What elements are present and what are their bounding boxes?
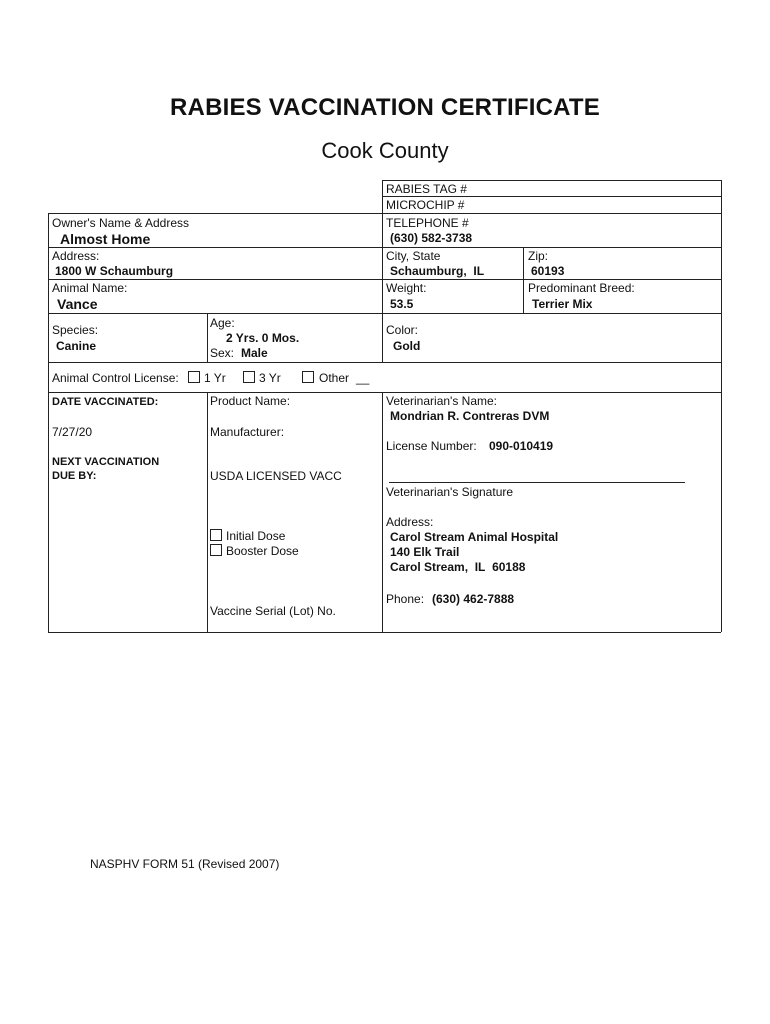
- breed-value: Terrier Mix: [532, 297, 593, 311]
- clinic-name-value: Carol Stream Animal Hospital: [390, 530, 559, 544]
- animal-name-value: Vance: [57, 296, 98, 312]
- zip-label: Zip:: [528, 249, 549, 263]
- due-by-label: DUE BY:: [52, 470, 97, 482]
- clinic-street-value: 140 Elk Trail: [390, 545, 460, 559]
- license-1yr-label: 1 Yr: [204, 371, 226, 385]
- weight-value: 53.5: [390, 297, 414, 311]
- manufacturer-label: Manufacturer:: [210, 425, 285, 439]
- license-other-label: Other: [319, 371, 350, 385]
- telephone-label: TELEPHONE #: [386, 216, 469, 230]
- weight-label: Weight:: [386, 281, 427, 295]
- state-value: IL: [473, 264, 485, 278]
- license-1yr-checkbox[interactable]: [188, 371, 200, 383]
- owner-name-label: Owner's Name & Address: [52, 216, 190, 230]
- usda-licensed-label: USDA LICENSED VACC: [210, 469, 342, 483]
- city-value: Schaumburg: [390, 264, 464, 278]
- color-value: Gold: [393, 339, 421, 353]
- age-value: 2 Yrs. 0 Mos.: [226, 331, 300, 345]
- clinic-zip: 60188: [492, 560, 526, 574]
- clinic-state: IL: [474, 560, 486, 574]
- license-3yr-checkbox[interactable]: [243, 371, 255, 383]
- vet-name-value: Mondrian R. Contreras DVM: [390, 409, 550, 423]
- owner-name-value: Almost Home: [60, 231, 151, 247]
- signature-line: [389, 482, 685, 483]
- sex-value: Male: [241, 346, 268, 360]
- certificate-title: RABIES VACCINATION CERTIFICATE: [170, 94, 600, 121]
- clinic-city: Carol Stream: [390, 560, 465, 574]
- telephone-value: (630) 582-3738: [390, 231, 473, 245]
- city-state-label: City, State: [386, 249, 441, 263]
- vet-address-label: Address:: [386, 515, 434, 529]
- zip-value: 60193: [531, 264, 565, 278]
- clinic-city-value: Carol Stream, IL 60188: [390, 560, 526, 574]
- city-state-value: Schaumburg, IL: [390, 264, 485, 278]
- vet-phone-value: (630) 462-7888: [432, 592, 515, 606]
- color-label: Color:: [386, 323, 419, 337]
- booster-dose-checkbox[interactable]: [210, 544, 222, 556]
- age-label: Age:: [210, 316, 235, 330]
- date-vaccinated-value: 7/27/20: [52, 425, 93, 439]
- address-label: Address:: [52, 249, 100, 263]
- license-number-value: 090-010419: [489, 439, 554, 453]
- date-vaccinated-label: DATE VACCINATED:: [52, 396, 159, 408]
- microchip-label: MICROCHIP #: [386, 198, 465, 212]
- vet-phone-label: Phone:: [386, 592, 425, 606]
- product-name-label: Product Name:: [210, 394, 291, 408]
- vet-name-label: Veterinarian's Name:: [386, 394, 498, 408]
- license-other-blank: __: [356, 371, 370, 385]
- vet-signature-label: Veterinarian's Signature: [386, 485, 514, 499]
- license-label: Animal Control License:: [52, 371, 179, 385]
- sex-label: Sex:: [210, 346, 235, 360]
- booster-dose-label: Booster Dose: [226, 544, 299, 558]
- initial-dose-label: Initial Dose: [226, 529, 286, 543]
- address-value: 1800 W Schaumburg: [55, 264, 174, 278]
- animal-name-label: Animal Name:: [52, 281, 128, 295]
- serial-lot-label: Vaccine Serial (Lot) No.: [210, 604, 336, 618]
- license-number-label: License Number:: [386, 439, 477, 453]
- license-other-checkbox[interactable]: [302, 371, 314, 383]
- species-value: Canine: [56, 339, 97, 353]
- next-vaccination-label: NEXT VACCINATION: [52, 456, 160, 468]
- county-name: Cook County: [321, 138, 449, 163]
- license-3yr-label: 3 Yr: [259, 371, 281, 385]
- initial-dose-checkbox[interactable]: [210, 529, 222, 541]
- breed-label: Predominant Breed:: [528, 281, 635, 295]
- rabies-tag-label: RABIES TAG #: [386, 182, 467, 196]
- form-id-footer: NASPHV FORM 51 (Revised 2007): [90, 857, 280, 871]
- species-label: Species:: [52, 323, 99, 337]
